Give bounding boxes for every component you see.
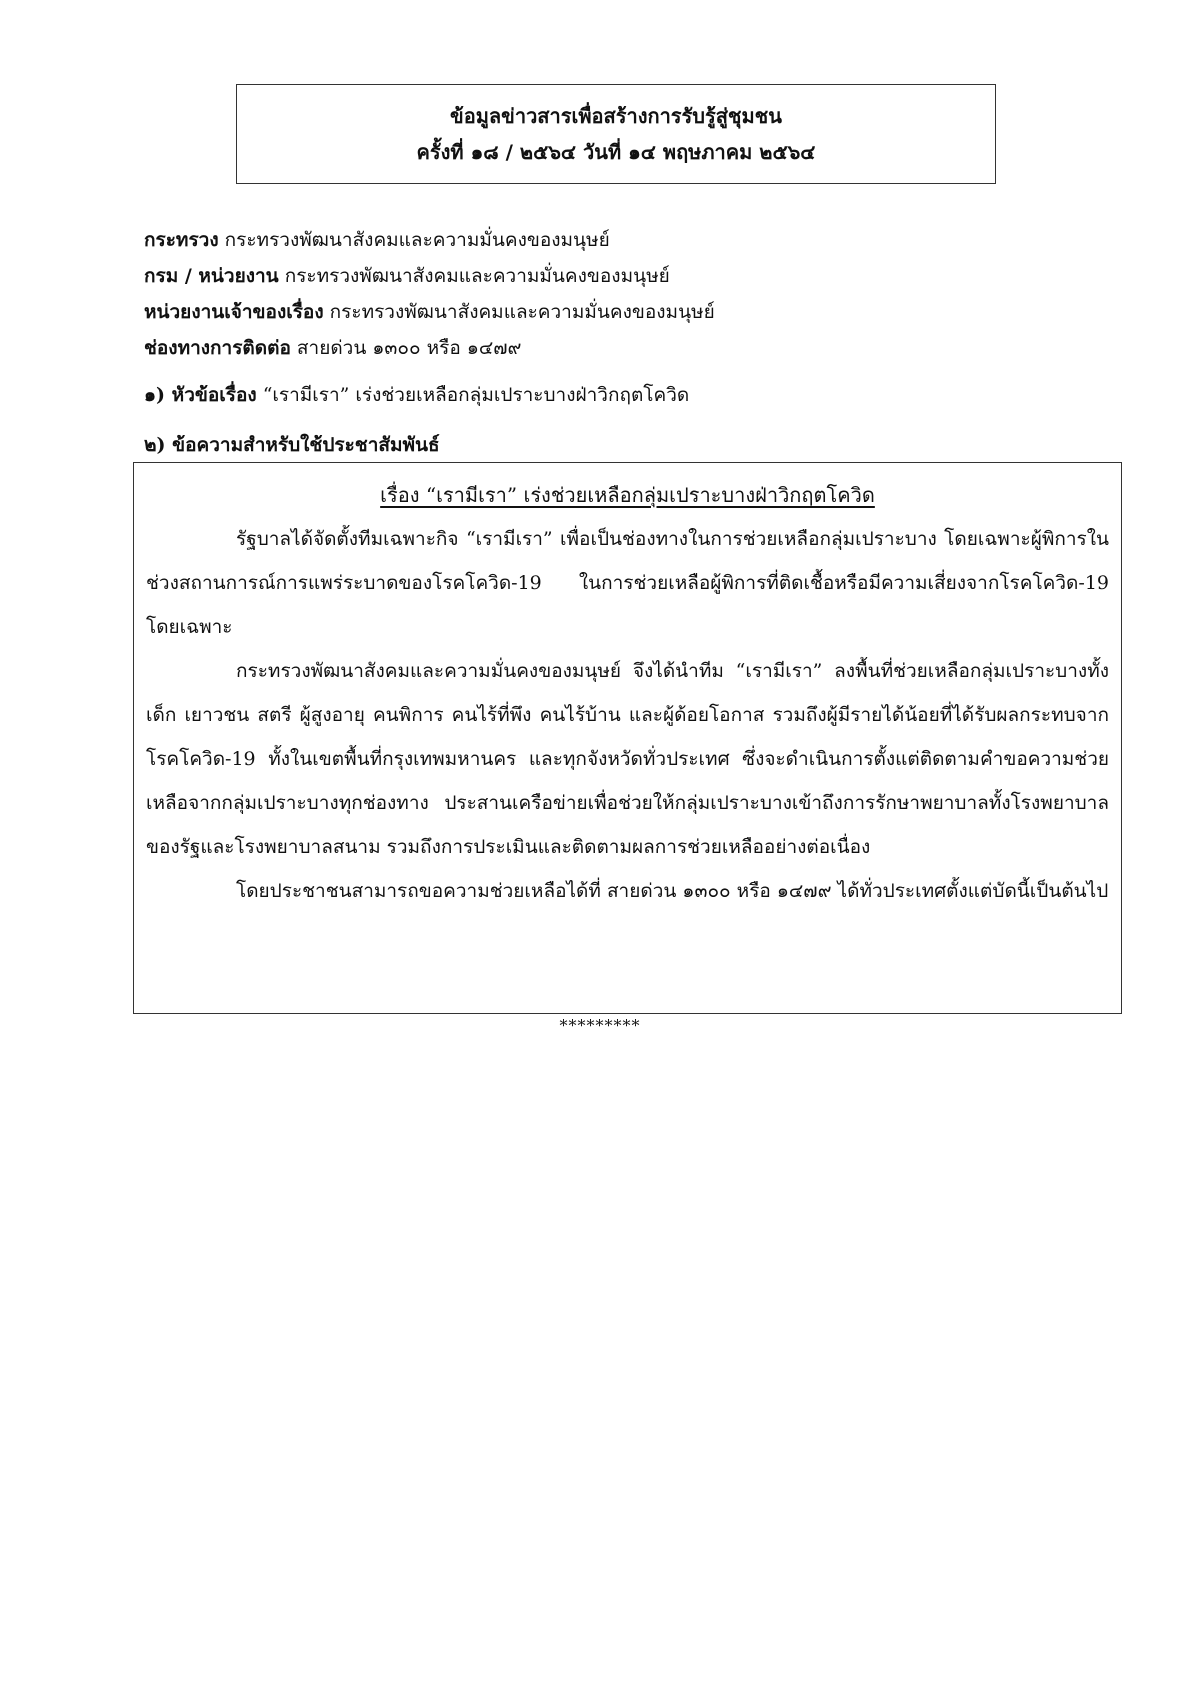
owner-value: กระทรวงพัฒนาสังคมและความมั่นคงของมนุษย์ (329, 301, 715, 323)
pr-content-box (133, 462, 1122, 1014)
paragraph-3: โดยประชาชนสามารถขอความช่วยเหลือได้ที่ สายด่วน ๑๓๐๐ หรือ ๑๔๗๙ ได้ทั่วประเทศตั้งแต่บัดนี้เป็นต้นไป (236, 880, 1109, 902)
metadata-block (144, 222, 1064, 366)
contact-label: ช่องทางการติดต่อ (144, 337, 291, 359)
header-box (236, 84, 996, 184)
section-pr-label: ๒) ข้อความสำหรับใช้ประชาสัมพันธ์ (144, 434, 440, 456)
document-title: ข้อมูลข่าวสารเพื่อสร้างการรับรู้สู่ชุมชน (450, 104, 782, 128)
contact-value: สายด่วน ๑๓๐๐ หรือ ๑๔๗๙ (296, 337, 522, 359)
ministry-value: กระทรวงพัฒนาสังคมและความมั่นคงของมนุษย์ (224, 229, 610, 251)
owner-label: หน่วยงานเจ้าของเรื่อง (144, 301, 324, 323)
ministry-row (144, 222, 1064, 258)
department-value: กระทรวงพัฒนาสังคมและความมั่นคงของมนุษย์ (284, 265, 670, 287)
content-title: เรื่อง “เรามีเรา” เร่งช่วยเหลือกลุ่มเปราะบางฝ่าวิกฤตโควิด (380, 483, 875, 507)
department-row (144, 258, 1064, 294)
section-pr-message (144, 430, 1124, 460)
issue-line: ครั้งที่ ๑๘ / ๒๕๖๔ วันที่ ๑๔ พฤษภาคม ๒๕๖๔ (416, 140, 816, 164)
department-label: กรม / หน่วยงาน (144, 265, 279, 287)
ministry-label: กระทรวง (144, 229, 219, 251)
section-topic (144, 380, 1124, 410)
paragraph-2: กระทรวงพัฒนาสังคมและความมั่นคงของมนุษย์ จึงได้นำทีม “เรามีเรา” ลงพื้นที่ช่วยเหลือกลุ่มเปราะบางทั้งเด็ก เยาวชน สตรี ผู้สูงอายุ คนพิการ คนไร้ที่พึง คนไร้บ้าน และผู้ด้อยโอกาส รวมถึงผู้มีรายได้น้อยที่ได้รับผลกระทบจากโรคโควิด-19 ทั้งในเขตพื้นที่กรุงเทพมหานคร และทุกจังหวัดทั่วประเทศ ซึ่งจะดำเนินการตั้งแต่ติดตามคำขอความช่วยเหลือจากกลุ่มเปราะบางทุกช่องทาง ประสานเครือข่ายเพื่อช่วยให้กลุ่มเปราะบางเข้าถึงการรักษาพยาบาลทั้งโรงพยาบาลของรัฐและโรงพยาบาลสนาม รวมถึงการประเมินและติดตามผลการช่วยเหลืออย่างต่อเนื่อง (146, 660, 1109, 858)
paragraph-1: รัฐบาลได้จัดตั้งทีมเฉพาะกิจ “เรามีเรา” เพื่อเป็นช่องทางในการช่วยเหลือกลุ่มเปราะบาง โดยเฉพาะผู้พิการในช่วงสถานการณ์การแพร่ระบาดของโรคโควิด-19 ในการช่วยเหลือผู้พิการที่ติดเชื้อหรือมีความเสี่ยงจากโรคโควิด-19 โดยเฉพาะ (146, 528, 1109, 638)
end-mark: ********* (559, 1016, 641, 1035)
section-topic-label: ๑) หัวข้อเรื่อง (144, 384, 257, 406)
contact-row (144, 330, 1064, 366)
owner-row (144, 294, 1064, 330)
section-topic-value: “เรามีเรา” เร่งช่วยเหลือกลุ่มเปราะบางฝ่าวิกฤตโควิด (262, 384, 690, 406)
